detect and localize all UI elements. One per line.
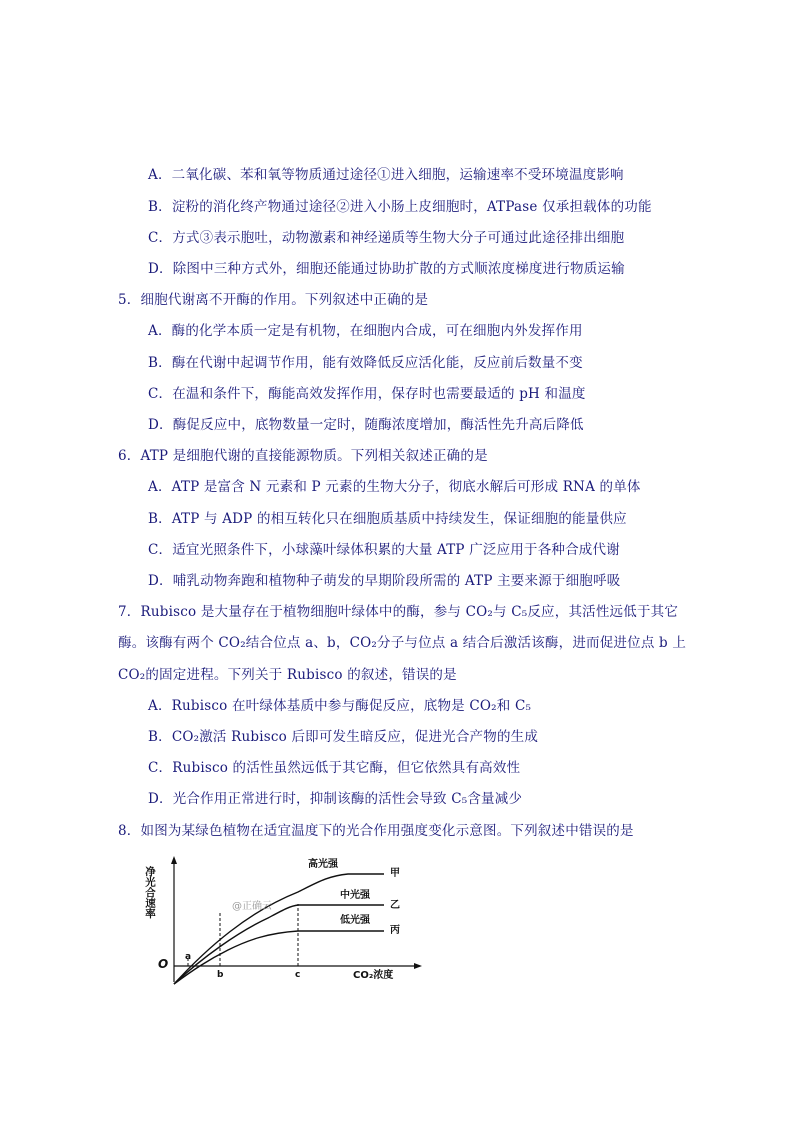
q6-option-a: A．ATP 是富含 N 元素和 P 元素的生物大分子，彻底水解后可形成 RNA 的单体 bbox=[148, 479, 641, 495]
q4-option-d: D．除图中三种方式外，细胞还能通过协助扩散的方式顺浓度梯度进行物质运输 bbox=[148, 261, 625, 277]
q5-option-b: B．酶在代谢中起调节作用，能有效降低反应活化能，反应前后数量不变 bbox=[148, 355, 583, 371]
point-c-label: c bbox=[295, 970, 301, 980]
q4-option-c: C．方式③表示胞吐，动物激素和神经递质等生物大分子可通过此途径排出细胞 bbox=[148, 230, 625, 246]
y-axis-label: 净光合速率 bbox=[144, 866, 156, 919]
q7-option-d: D．光合作用正常进行时，抑制该酶的活性会导致 C₅含量减少 bbox=[148, 791, 523, 807]
q5-option-d: D．酶促反应中，底物数量一定时，随酶浓度增加，酶活性先升高后降低 bbox=[148, 417, 584, 433]
x-axis-label: CO₂浓度 bbox=[353, 970, 394, 981]
label-jia: 甲 bbox=[390, 868, 400, 879]
q7-stem-line1: 7．Rubisco 是大量存在于植物细胞叶绿体中的酶，参与 CO₂与 C₅反应，其活性远低于其它 bbox=[118, 604, 679, 620]
q4-option-a: A．二氧化碳、苯和氧等物质通过途径①进入细胞，运输速率不受环境温度影响 bbox=[148, 167, 624, 183]
q5-option-c: C．在温和条件下，酶能高效发挥作用，保存时也需要最适的 pH 和温度 bbox=[148, 386, 586, 402]
origin-label: O bbox=[158, 957, 169, 971]
point-a-label: a bbox=[185, 952, 192, 962]
watermark: @正确云 bbox=[232, 901, 272, 912]
point-b-label: b bbox=[217, 970, 224, 980]
q6-stem: 6．ATP 是细胞代谢的直接能源物质。下列相关叙述正确的是 bbox=[118, 448, 488, 464]
photosynthesis-figure bbox=[144, 852, 438, 1002]
q8-stem: 8．如图为某绿色植物在适宜温度下的光合作用强度变化示意图。下列叙述中错误的是 bbox=[118, 823, 634, 839]
label-yi: 乙 bbox=[390, 900, 400, 911]
q7-stem-line2: 酶。该酶有两个 CO₂结合位点 a、b，CO₂分子与位点 a 结合后激活该酶，进而促进位点 b 上 bbox=[118, 635, 687, 651]
q4-option-b: B．淀粉的消化终产物通过途径②进入小肠上皮细胞时，ATPase 仅承担载体的功能 bbox=[148, 199, 652, 215]
y-axis-arrow bbox=[171, 856, 177, 864]
label-low-light: 低光强 bbox=[340, 915, 370, 926]
q7-option-b: B．CO₂激活 Rubisco 后即可发生暗反应，促进光合产物的生成 bbox=[148, 729, 539, 745]
q5-option-a: A．酶的化学本质一定是有机物，在细胞内合成，可在细胞内外发挥作用 bbox=[148, 323, 583, 339]
q5-stem: 5．细胞代谢离不开酶的作用。下列叙述中正确的是 bbox=[118, 292, 429, 308]
q7-option-a: A．Rubisco 在叶绿体基质中参与酶促反应，底物是 CO₂和 C₅ bbox=[148, 698, 532, 714]
q6-option-c: C．适宜光照条件下，小球藻叶绿体积累的大量 ATP 广泛应用于各种合成代谢 bbox=[148, 542, 620, 558]
label-mid-light: 中光强 bbox=[340, 890, 370, 901]
label-bing: 丙 bbox=[390, 925, 400, 936]
label-high-light: 高光强 bbox=[308, 859, 338, 870]
x-axis-arrow bbox=[414, 963, 422, 969]
q7-option-c: C．Rubisco 的活性虽然远低于其它酶，但它依然具有高效性 bbox=[148, 760, 521, 776]
q6-option-d: D．哺乳动物奔跑和植物种子萌发的早期阶段所需的 ATP 主要来源于细胞呼吸 bbox=[148, 573, 621, 589]
q7-stem-line3: CO₂的固定进程。下列关于 Rubisco 的叙述，错误的是 bbox=[118, 667, 457, 683]
q6-option-b: B．ATP 与 ADP 的相互转化只在细胞质基质中持续发生，保证细胞的能量供应 bbox=[148, 511, 627, 527]
